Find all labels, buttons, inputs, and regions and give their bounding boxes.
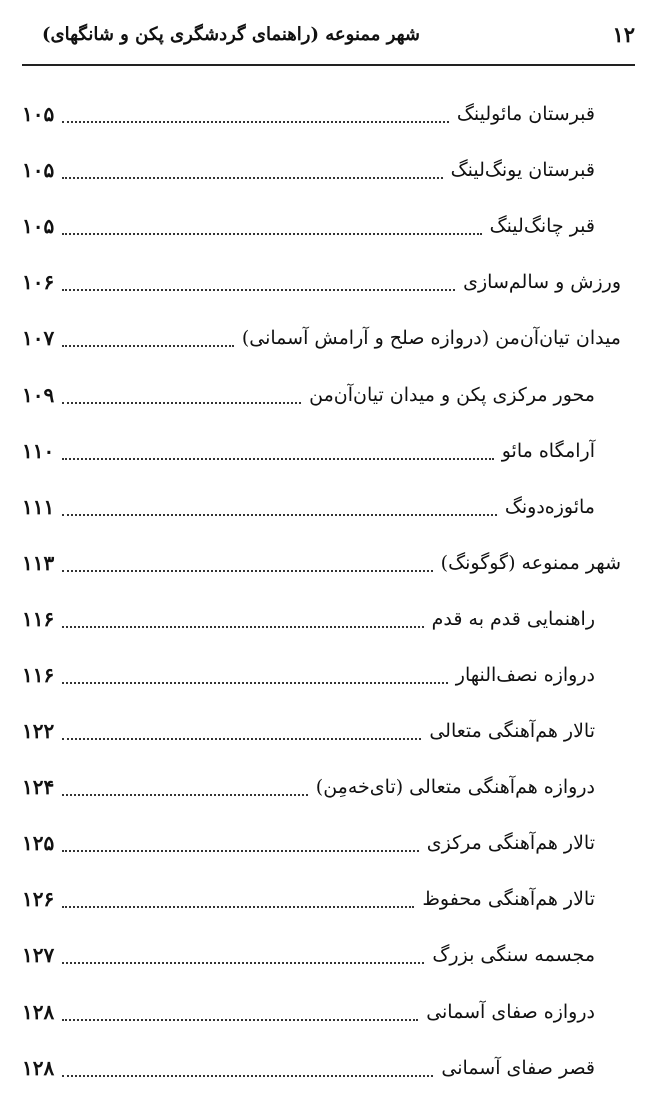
toc-entry-title: قبرستان یونگ‌لینگ [450,159,595,182]
dot-leader [62,1019,418,1021]
toc-entry [22,310,621,366]
toc-entry [22,759,621,815]
toc-entry-title: مجسمه سنگی بزرگ [432,944,595,967]
toc-entry-page-number: ۱۱۶ [22,662,55,687]
dot-leader [62,682,448,684]
toc-entry [22,198,621,254]
toc-entry [22,423,621,479]
toc-entry [22,703,621,759]
dot-leader [62,738,421,740]
toc-entry-page-number: ۱۰۶ [22,270,55,295]
table-of-contents [22,86,621,1096]
dot-leader [62,570,432,572]
toc-entry-page-number: ۱۰۵ [22,158,55,183]
page-number: ۱۲ [612,22,635,47]
toc-entry-title: دروازه نصف‌النهار [455,663,595,686]
toc-entry-page-number: ۱۰۹ [22,382,55,407]
toc-entry-page-number: ۱۲۵ [22,831,55,856]
toc-entry-page-number: ۱۱۱ [22,494,55,519]
toc-entry [22,254,621,310]
dot-leader [62,1075,433,1077]
running-title: شهر ممنوعه (راهنمای گردشگری پکن و شانگهای) [42,24,420,45]
toc-entry-title: ورزش و سالم‌سازی [463,271,621,294]
dot-leader [62,233,481,235]
toc-entry [22,1040,621,1096]
toc-entry-page-number: ۱۲۸ [22,1055,55,1080]
toc-entry-page-number: ۱۱۶ [22,606,55,631]
toc-entry [22,591,621,647]
page-header [22,18,635,58]
dot-leader [62,121,449,123]
toc-entry-title: مائوزه‌دونگ [504,495,595,518]
toc-entry-page-number: ۱۲۶ [22,887,55,912]
toc-entry-title: دروازه هم‌آهنگی متعالی (تای‌خه‌مِن) [315,776,595,799]
toc-entry-title: تالار هم‌آهنگی متعالی [429,720,595,743]
dot-leader [62,514,497,516]
toc-entry-page-number: ۱۱۰ [22,438,55,463]
dot-leader [62,626,423,628]
toc-entry [22,366,621,422]
toc-entry-title: تالار هم‌آهنگی مرکزی [426,832,595,855]
toc-entry-page-number: ۱۲۷ [22,943,55,968]
dot-leader [62,794,308,796]
toc-entry-page-number: ۱۲۴ [22,775,55,800]
dot-leader [62,289,455,291]
toc-entry-title: آرامگاه مائو [501,439,595,462]
dot-leader [62,458,494,460]
toc-entry [22,479,621,535]
toc-entry-page-number: ۱۰۷ [22,326,55,351]
toc-entry-title: قصر صفای آسمانی [441,1056,595,1079]
toc-entry-page-number: ۱۰۵ [22,102,55,127]
toc-entry-page-number: ۱۲۸ [22,999,55,1024]
dot-leader [62,402,301,404]
toc-entry-title: محور مرکزی پکن و میدان تیان‌آن‌من [309,383,595,406]
toc-entry [22,142,621,198]
toc-entry-title: راهنمایی قدم به قدم [431,607,595,630]
dot-leader [62,962,424,964]
toc-entry-title: دروازه صفای آسمانی [426,1000,595,1023]
toc-entry [22,871,621,927]
header-rule [22,64,635,66]
toc-entry-page-number: ۱۰۵ [22,214,55,239]
toc-entry [22,86,621,142]
toc-entry [22,535,621,591]
dot-leader [62,177,442,179]
dot-leader [62,850,419,852]
toc-entry-title: تالار هم‌آهنگی محفوظ [422,888,595,911]
dot-leader [62,345,234,347]
toc-entry [22,647,621,703]
dot-leader [62,906,414,908]
toc-entry-title: میدان تیان‌آن‌من (دروازه صلح و آرامش آسمانی) [241,327,621,350]
toc-entry-page-number: ۱۲۲ [22,719,55,744]
toc-entry-title: قبر چانگ‌لینگ [489,215,595,238]
toc-entry-title: شهر ممنوعه (گوگونگ) [440,551,621,574]
toc-entry-page-number: ۱۱۳ [22,550,55,575]
toc-entry [22,815,621,871]
toc-entry-title: قبرستان مائولینگ [456,103,595,126]
toc-entry [22,927,621,983]
toc-entry [22,984,621,1040]
